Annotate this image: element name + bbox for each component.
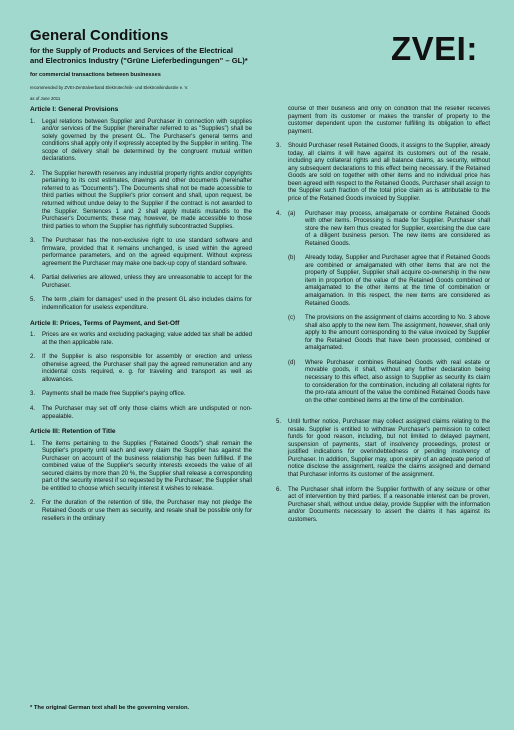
list-item [30, 332, 252, 347]
item-number: 4. [30, 405, 36, 412]
article-2-heading: Article II: Prices, Terms of Payment, and Set-Off [30, 319, 180, 327]
footnote: * The original German text shall be the governing version. [30, 705, 190, 711]
item-text: The Supplier herewith reserves any industrial property rights and/or copyrights pertaining to its cost estimates, drawings and other documents (hereinafter referred to as "Documents"). The Documents shall not be made accessible to third parties without the Supplier's prior consent and shall, upon request, be returned without undue delay to the Supplier if the contract is not awarded to the Supplier. Sentences 1 and 2 shall apply mutatis mutandis to the Purchaser's Documents; these may, however, be made accessible to those third parties to whom the Supplier has rightfully subcontracted Supplies. [42, 170, 252, 230]
page-title: General Conditions [30, 27, 169, 44]
list-item [276, 487, 490, 525]
list-item [30, 354, 252, 384]
item-text: If the Supplier is also responsible for assembly or erection and unless otherwise agreed, the Purchaser shall pay the agreed remuneration and any incidental costs required, e. g. for traveling and transport as well as allowances. [42, 354, 252, 383]
sub-item-text: Already today, Supplier and Purchaser agree that if Retained Goods are combined or amalgamated with other items that are not the property of Supplier, Supplier shall acquire co-ownership in the new item in proportion of the value of the Retained Goods combined or amalgamated to the other items at the time of combination or amalgamation. In this respect, the new items are considered as Retained Goods. [305, 255, 490, 307]
sub-item-text: Where Purchaser combines Retained Goods with real estate or movable goods, it shall, without any further declaration being necessary to this effect, also assign to Supplier as security its claim to consideration for the combination, including all collateral rights for the pro-rata amount of the value the combined Retained Goods have on the other combined items at the time of the combination. [305, 359, 490, 404]
sub-item-label: (a) [288, 210, 296, 217]
item-text: Legal relations between Supplier and Purchaser in connection with supplies and/or services of the Supplier (hereinafter referred to as "Supplies") shall be solely governed by the present GL. The Purchaser's general terms and conditions shall apply only if expressly accepted by the Supplier in writing. The scope of delivery shall be determined by the congruent mutual written declarations. [42, 118, 252, 163]
item-text: The Purchaser may set off only those claims which are undisputed or non- appealable. [42, 405, 252, 420]
sub-item [288, 255, 490, 308]
sub-item-label: (c) [288, 315, 296, 322]
list-item [30, 500, 252, 523]
list-item [30, 406, 252, 421]
item-text: Prices are ex works and excluding packaging; value added tax shall be added at the then applicable rate. [42, 332, 252, 346]
right-column [276, 106, 490, 704]
item-number: 2. [30, 170, 36, 177]
item-text: Until further notice, Purchaser may collect assigned claims relating to the resale. Supplier is entitled to withdraw Purchaser's permission to collect funds for good reason, including, but not limited to delayed payment, suspension of payments, start of insolvency proceedings, protest or justified indications for overindebtedness or pending insolvency of Purchaser. In addition, Supplier may, upon expiry of an adequate period of notice disclose the assignment, realize the claims assigned and demand that Purchaser informs its customer of the assignment. [288, 419, 490, 478]
as-of-date: as of June 2011 [30, 96, 61, 101]
sub-item-label: (b) [288, 255, 296, 262]
sub-item [288, 211, 490, 249]
item-number: 3. [30, 391, 36, 398]
item-text: The Purchaser has the non-exclusive right to use standard software and firmware, provided that it remains unchanged, is used within the agreed performance parameters, and on the agreed equipment. Without express agreement the Purchaser may make one back-up copy of standard software. [42, 238, 252, 267]
sub-item-text: The provisions on the assignment of claims according to No. 3 above shall also apply to the new item. The assignment, however, shall only apply to the amount corresponding to the value invoiced by Supplier for the Retained Goods that have been processed, combined or amalgamated. [305, 315, 490, 352]
page-subtitle [30, 46, 360, 66]
list-item [30, 441, 252, 494]
item-number: 3. [276, 143, 282, 150]
item-text: The Purchaser shall inform the Supplier forthwith of any seizure or other act of intervention by third parties. If a reasonable interest can be proven, Purchaser shall, without undue delay, provide Supplier with the information and/or Documents necessary to assert the claims it has against its customers. [288, 486, 490, 523]
item-text: Payments shall be made free Supplier's paying office. [42, 391, 186, 398]
item-text: Partial deliveries are allowed, unless they are unreasonable to accept for the Purchaser. [42, 275, 252, 289]
item-number: 4. [30, 275, 36, 282]
item-text: The items pertaining to the Supplies ("Retained Goods") shall remain the Supplier's property until each and every claim the Supplier has against the Purchaser on account of the business relationship has been fulfilled. If the combined value of the Supplier's security interests exceeds the value of all secured claims by more than 20 %, the Supplier shall release a corresponding part of the security interest if so requested by the Purchaser; the Supplier shall be entitled to choose which security interest it wishes to release. [42, 440, 252, 492]
sub-item-list [288, 211, 490, 413]
continuation-text: course of their business and only on condition that the reseller receives payment from its customer or makes the transfer of property to the customer dependent upon the customer fulfilling its obligation to effect payment. [288, 106, 490, 135]
item-number: 1. [30, 332, 36, 339]
item-number: 1. [30, 440, 36, 447]
item-number: 5. [30, 297, 36, 304]
list-item [30, 238, 252, 268]
list-item [30, 171, 252, 231]
sub-item [288, 360, 490, 405]
list-item [276, 419, 490, 479]
zvei-logo: ZVEI: [391, 30, 478, 67]
item-text: For the duration of the retention of title, the Purchaser may not pledge the Retained Goods or use them as security, and resale shall be possible only for resellers in the ordinary [42, 500, 252, 522]
sub-item-text: Purchaser may process, amalgamate or combine Retained Goods with other items. Processing is made for Supplier. Purchaser shall store the new item thus created for Supplier, exercising the due care of a diligent business person. The new items are considered as Retained Goods. [305, 210, 490, 247]
subtitle-line-1: for the Supply of Products and Services of the Electrical [30, 46, 233, 55]
recommended-by: recommended by ZVEI-Zentralverband Elektrotechnik- und Elektronikindustrie e. V. [30, 85, 189, 90]
list-item [30, 119, 252, 164]
list-item [30, 391, 252, 399]
list-item [30, 297, 252, 312]
item-text: Should Purchaser resell Retained Goods, it assigns to the Supplier, already today, all claims it will have against its customers out of the resale, including any collateral rights and all balance claims, as security, without any subsequent declarations to this effect being necessary. If the Retained Goods are sold on together with other items and no individual price has been agreed with respect to the Retained Goods, Purchaser shall assign to the Supplier such fraction of the total price claim as is attributable to the price of the Retained Goods invoiced by Supplier. [288, 143, 490, 203]
item-text: The term „claim for damages“ used in the present GL also includes claims for indemnification for useless expenditure. [42, 297, 252, 312]
left-column [30, 106, 252, 704]
item-number: 4. [276, 210, 282, 217]
scope-line: for commercial transactions between businesses [30, 72, 161, 78]
article-3-heading: Article III: Retention of Title [30, 428, 116, 436]
list-item [30, 275, 252, 290]
article-1-heading: Article I: General Provisions [30, 106, 119, 113]
item-number: 3. [30, 238, 36, 245]
sub-item [288, 315, 490, 353]
item-number: 1. [30, 118, 36, 125]
item-number: 2. [30, 500, 36, 507]
subtitle-line-2: and Electronics Industry ("Grüne Lieferbedingungen" – GL)* [30, 56, 248, 65]
list-item [276, 211, 490, 413]
sub-item-label: (d) [288, 359, 296, 366]
list-item [276, 143, 490, 203]
item-number: 5. [276, 419, 282, 426]
item-number: 6. [276, 486, 282, 493]
item-number: 2. [30, 354, 36, 361]
